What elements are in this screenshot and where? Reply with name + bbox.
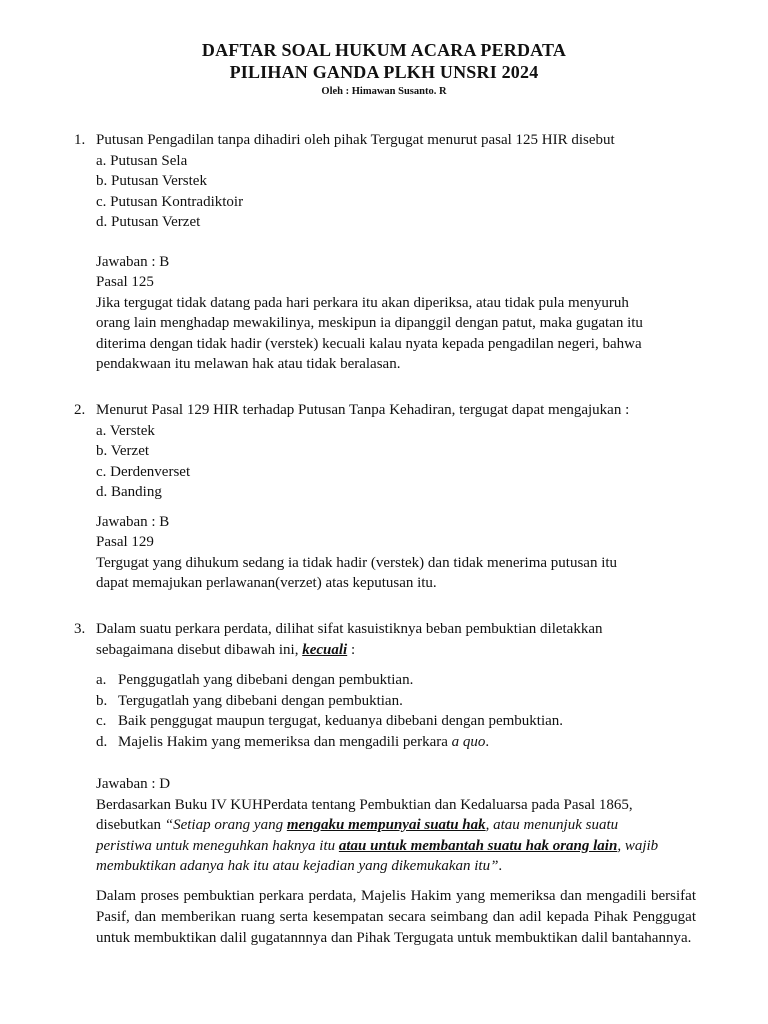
option-d: d. Majelis Hakim yang memeriksa dan mengadili perkara a quo. <box>96 733 490 750</box>
quote-line1: disebutkan “Setiap orang yang mengaku mempunyai suatu hak, atau menunjuk suatu <box>96 817 619 833</box>
question-number: 3. <box>74 621 86 637</box>
option-b: b. Putusan Verstek <box>96 173 207 189</box>
question-text: Menurut Pasal 129 HIR terhadap Putusan Tanpa Kehadiran, tergugat dapat mengajukan : <box>96 402 630 418</box>
option-c: c. Putusan Kontradiktoir <box>96 193 244 210</box>
document-title-line2: PILIHAN GANDA PLKH UNSRI 2024 <box>229 62 539 82</box>
option-a: a. Penggugatlah yang dibebani dengan pembuktian. <box>96 672 414 688</box>
question-text-line1: Dalam suatu perkara perdata, dilihat sifat kasuistiknya beban pembuktian diletakkan <box>96 621 603 637</box>
question-3 <box>74 619 696 949</box>
question-2 <box>74 400 696 594</box>
article: Pasal 129 <box>96 534 154 550</box>
option-a: a. Verstek <box>96 422 155 439</box>
explanation-line: orang lain menghadap mewakilinya, meskipun ia dipanggil dengan patut, maka gugatan itu <box>96 315 643 331</box>
quote-line2: peristiwa untuk meneguhkan haknya itu atau untuk membantah suatu hak orang lain, wajib <box>96 837 659 854</box>
question-emphasis: kecuali <box>302 641 348 658</box>
question-number: 2. <box>74 402 86 418</box>
answer: Jawaban : B <box>96 253 170 270</box>
quote-underlined-2: atau untuk membantah suatu hak orang lain <box>338 837 618 854</box>
question-text-line2: sebagaimana disebut dibawah ini, kecuali : <box>96 641 356 658</box>
option-d: d. Putusan Verzet <box>96 214 201 230</box>
explanation-line: dapat memajukan perlawanan(verzet) atas keputusan itu. <box>96 575 437 591</box>
quote-line3: membuktikan adanya hak itu atau kejadian yang dikemukakan itu”. <box>96 858 503 874</box>
explanation-line: pendakwaan itu melawan hak atau tidak beralasan. <box>96 356 401 372</box>
option-a: a. Putusan Sela <box>96 152 188 169</box>
option-b: b. Tergugatlah yang dibebani dengan pembuktian. <box>96 692 403 709</box>
explanation-line: diterima dengan tidak hadir (verstek) kecuali kalau nyata kepada pengadilan negeri, bahwa <box>96 335 642 352</box>
option-d: d. Banding <box>96 484 162 500</box>
option-b: b. Verzet <box>96 443 150 459</box>
option-c: c. Baik penggugat maupun tergugat, keduanya dibebani dengan pembuktian. <box>96 713 564 729</box>
answer: Jawaban : B <box>96 513 170 530</box>
question-1 <box>74 130 696 375</box>
basis-line: Berdasarkan Buku IV KUHPerdata tentang Pembuktian dan Kedaluarsa pada Pasal 1865, <box>96 796 633 813</box>
answer: Jawaban : D <box>96 776 171 792</box>
option-d-italic: a quo <box>451 733 486 750</box>
question-text: Putusan Pengadilan tanpa dihadiri oleh pihak Tergugat menurut pasal 125 HIR disebut <box>96 132 615 148</box>
question-number: 1. <box>74 132 86 148</box>
explanation-line: Jika tergugat tidak datang pada hari perkara itu akan diperiksa, atau tidak pula menyuruh <box>96 294 629 311</box>
option-c: c. Derdenverset <box>96 463 191 480</box>
document-title-line1: DAFTAR SOAL HUKUM ACARA PERDATA <box>201 40 567 60</box>
explanation-line: Tergugat yang dihukum sedang ia tidak hadir (verstek) dan tidak menerima putusan itu <box>96 554 618 571</box>
final-paragraph: Dalam proses pembuktian perkara perdata, Majelis Hakim yang memeriksa dan mengadili bersifat Pasif, dan memberikan ruang serta kesempatan secara seimbang dan adil kepada Pihak Penggugat untuk membuktikan dalil gugatannnya dan Pihak Tergugata untuk membuktikan dalil bantahannya. <box>96 887 696 946</box>
document-author: Oleh : Himawan Susanto. R <box>321 86 447 97</box>
quote-underlined-1: mengaku mempunyai suatu hak <box>286 817 486 833</box>
article: Pasal 125 <box>96 274 154 290</box>
